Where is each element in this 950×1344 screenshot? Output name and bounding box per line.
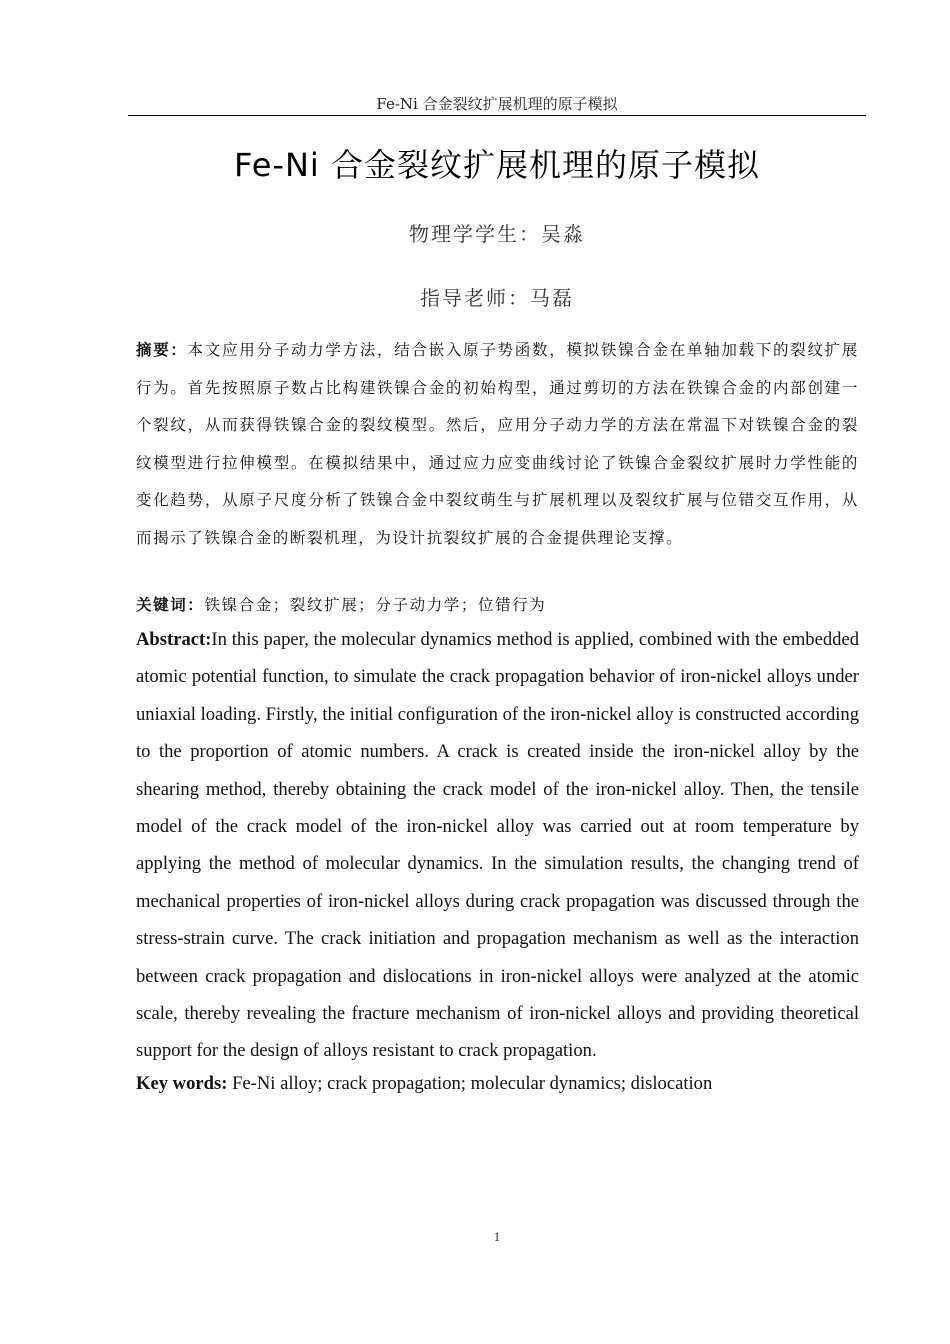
chinese-keywords-text: 铁镍合金；裂纹扩展；分子动力学；位错行为 bbox=[204, 596, 547, 614]
header-rule bbox=[128, 115, 866, 116]
chinese-keywords bbox=[136, 591, 859, 619]
english-abstract bbox=[136, 621, 859, 1070]
english-keywords-text: Fe-Ni alloy; crack propagation; molecular dynamics; dislocation bbox=[227, 1073, 713, 1094]
paper-title: Fe-Ni 合金裂纹扩展机理的原子模拟 bbox=[234, 146, 760, 184]
chinese-abstract-text: 本文应用分子动力学方法，结合嵌入原子势函数，模拟铁镍合金在单轴加载下的裂纹扩展行为。首先按照原子数占比构建铁镍合金的初始构型，通过剪切的方法在铁镍合金的内部创建一个裂纹，从而获得铁镍合金的裂纹模型。然后，应用分子动力学的方法在常温下对铁镍合金的裂纹模型进行拉伸模型。在模拟结果中，通过应力应变曲线讨论了铁镍合金裂纹扩展时力学性能的变化趋势，从原子尺度分析了铁镍合金中裂纹萌生与扩展机理以及裂纹扩展与位错交互作用，从而揭示了铁镍合金的断裂机理，为设计抗裂纹扩展的合金提供理论支撑。 bbox=[136, 341, 859, 547]
chinese-abstract-label: 摘要： bbox=[136, 340, 188, 359]
english-keywords bbox=[136, 1069, 859, 1099]
english-abstract-label: Abstract: bbox=[136, 629, 212, 650]
author-line: 物理学学生：吴淼 bbox=[409, 222, 585, 246]
english-keywords-label: Key words: bbox=[136, 1073, 228, 1094]
advisor-line: 指导老师：马磊 bbox=[420, 286, 574, 310]
chinese-keywords-label: 关键词： bbox=[136, 595, 205, 614]
english-abstract-text: In this paper, the molecular dynamics method is applied, combined with the embedded atomic potential function, to simulate the crack propagation behavior of iron-nickel alloys under uniaxial loading. Firstly, the initial configuration of the iron-nickel alloy is constructed according to the proportion of atomic numbers. A crack is created inside the iron-nickel alloy by the shearing method, thereby obtaining the crack model of the iron-nickel alloy. Then, the tensile model of the crack model of the iron-nickel alloy was carried out at room temperature by applying the method of molecular dynamics. In the simulation results, the changing trend of mechanical properties of iron-nickel alloys during crack propagation was discussed through the stress-strain curve. The crack initiation and propagation mechanism as well as the interaction between crack propagation and dislocations in iron-nickel alloys were analyzed at the atomic scale, thereby revealing the fracture mechanism of iron-nickel alloys and providing theoretical support for the design of alloys resistant to crack propagation. bbox=[136, 629, 859, 1062]
running-header: Fe-Ni 合金裂纹扩展机理的原子模拟 bbox=[376, 95, 618, 113]
chinese-abstract bbox=[136, 331, 859, 557]
page-number: 1 bbox=[493, 1229, 501, 1244]
